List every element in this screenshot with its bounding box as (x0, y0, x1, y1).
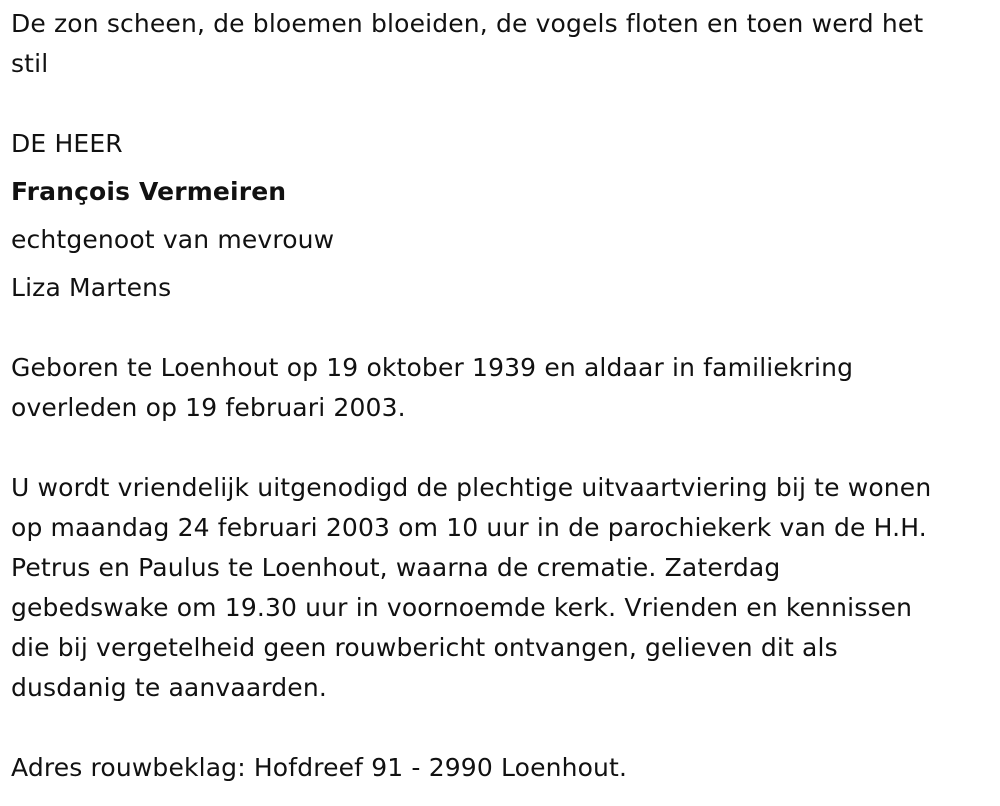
condolence-address: Adres rouwbeklag: Hofdreef 91 - 2990 Loenhout. (11, 753, 628, 782)
birth-death-line: Geboren te Loenhout op 19 oktober 1939 en aldaar in familiekring (11, 353, 854, 382)
deceased-name: François Vermeiren (11, 177, 287, 206)
invitation-line: dusdanig te aanvaarden. (11, 673, 327, 702)
spouse-name: Liza Martens (11, 273, 172, 302)
invitation-line: gebedswake om 19.30 uur in voornoemde kerk. Vrienden en kennissen (11, 593, 913, 622)
invitation-line: die bij vergetelheid geen rouwbericht ontvangen, gelieven dit als (11, 633, 838, 662)
invitation-line: Petrus en Paulus te Loenhout, waarna de crematie. Zaterdag (11, 553, 781, 582)
relation-line: echtgenoot van mevrouw (11, 225, 335, 254)
birth-death-line: overleden op 19 februari 2003. (11, 393, 406, 422)
invitation-line: op maandag 24 februari 2003 om 10 uur in de parochiekerk van de H.H. (11, 513, 927, 542)
invitation-line: U wordt vriendelijk uitgenodigd de plechtige uitvaartviering bij te wonen (11, 473, 932, 502)
intro-line: stil (11, 49, 49, 78)
intro-line: De zon scheen, de bloemen bloeiden, de vogels floten en toen werd het (11, 9, 924, 38)
title-line: DE HEER (11, 129, 123, 158)
